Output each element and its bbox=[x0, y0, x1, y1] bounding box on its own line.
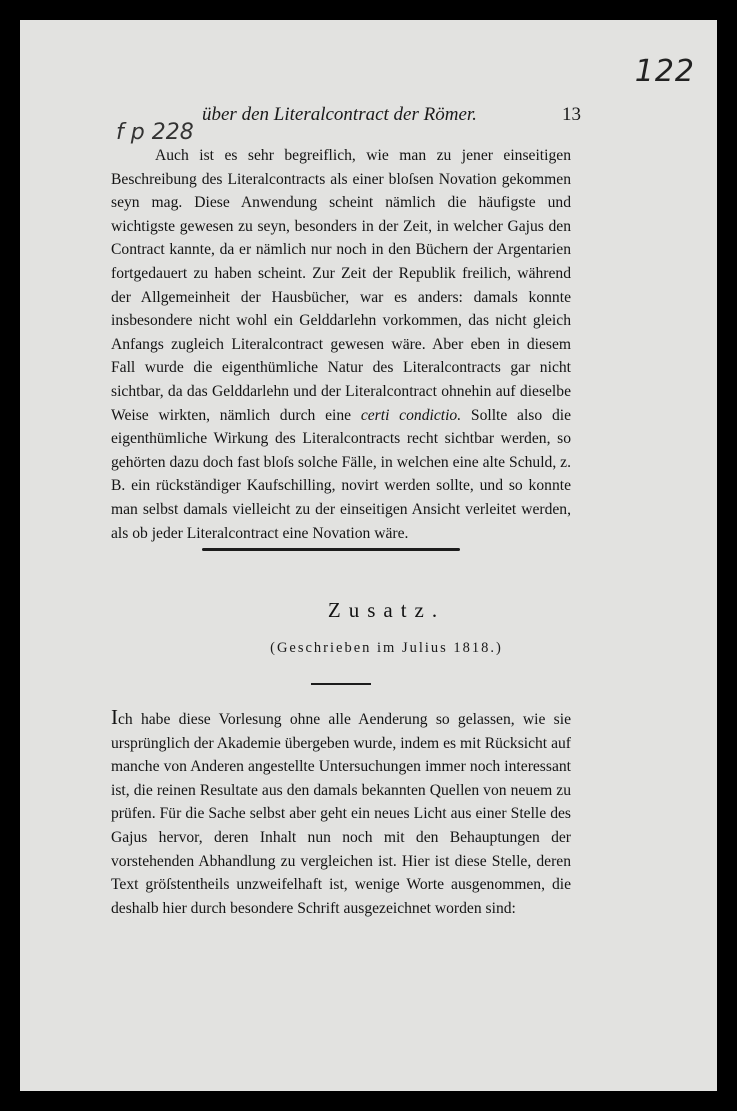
paragraph-1-text-end: Sollte also die eigenthümliche Wirkung des Literalcontracts recht sichtbar werden, so gehörten dazu doch fast bloſs solche Fälle, in welchen eine alte Schuld, z. B. ein rückständiger Kaufschilling, novirt werden sollte, und so konnte man selbst damals vielleicht zu der einseitigen Ansicht verleitet werden, als ob jeder Literalcontract eine Novation wäre. bbox=[111, 406, 571, 542]
paragraph-2 bbox=[111, 706, 571, 920]
paragraph-2-initial: I bbox=[111, 705, 118, 729]
paragraph-1-text: Auch ist es sehr begreiflich, wie man zu jener einseitigen Beschreibung des Literalcontracts als einer bloſsen Novation gekommen seyn mag. Diese Anwendung scheint nämlich die häufigste und wichtigste gewesen zu seyn, besonders in der Zeit, in welcher Gajus den Contract kannte, da er nämlich nur noch in den Büchern der Argentarien fortgedauert zu haben scheint. Zur Zeit der Republik freilich, während der Allgemeinheit der Hausbücher, war es anders: damals konnte insbesondere nicht wohl ein Gelddarlehn vorkommen, das nicht gleich Anfangs zugleich Literalcontract gewesen wäre. Aber eben in diesem Fall wurde die eigenthümliche Natur des Literalcontracts gar nicht sichtbar, da das Gelddarlehn und der Literalcontract ohnehin auf dieselbe Weise wirkten, nämlich durch eine bbox=[111, 147, 571, 424]
running-head: über den Literalcontract der Römer. bbox=[202, 104, 477, 125]
book-page bbox=[20, 20, 717, 1091]
handwritten-margin-note: f p 228 bbox=[116, 120, 194, 145]
section-title: Zusatz. bbox=[327, 598, 446, 622]
section-divider-rule bbox=[202, 548, 460, 551]
short-divider-rule bbox=[311, 683, 371, 685]
paragraph-1 bbox=[111, 144, 571, 545]
page-number: 13 bbox=[562, 104, 581, 125]
paragraph-1-emphasis: certi condictio. bbox=[360, 406, 462, 424]
handwritten-folio-number: 122 bbox=[634, 54, 695, 89]
section-date: (Geschrieben im Julius 1818.) bbox=[270, 640, 503, 656]
paragraph-2-text: ch habe diese Vorlesung ohne alle Aenderung so gelassen, wie sie ursprünglich der Akademie übergeben wurde, indem es mit Rücksicht auf manche von Anderen angestellte Untersuchungen immer noch interessant ist, die reinen Resultate aus den damals bekannten Quellen von neuem zu prüfen. Für die Sache selbst aber geht ein neues Licht aus einer Stelle des Gajus hervor, deren Inhalt nun noch mit den Behauptungen der vorstehenden Abhandlung zu vergleichen ist. Hier ist diese Stelle, deren Text gröſstentheils unzweifelhaft ist, wenige Worte ausgenommen, die deshalb hier durch besondere Schrift ausgezeichnet worden sind: bbox=[111, 711, 571, 917]
